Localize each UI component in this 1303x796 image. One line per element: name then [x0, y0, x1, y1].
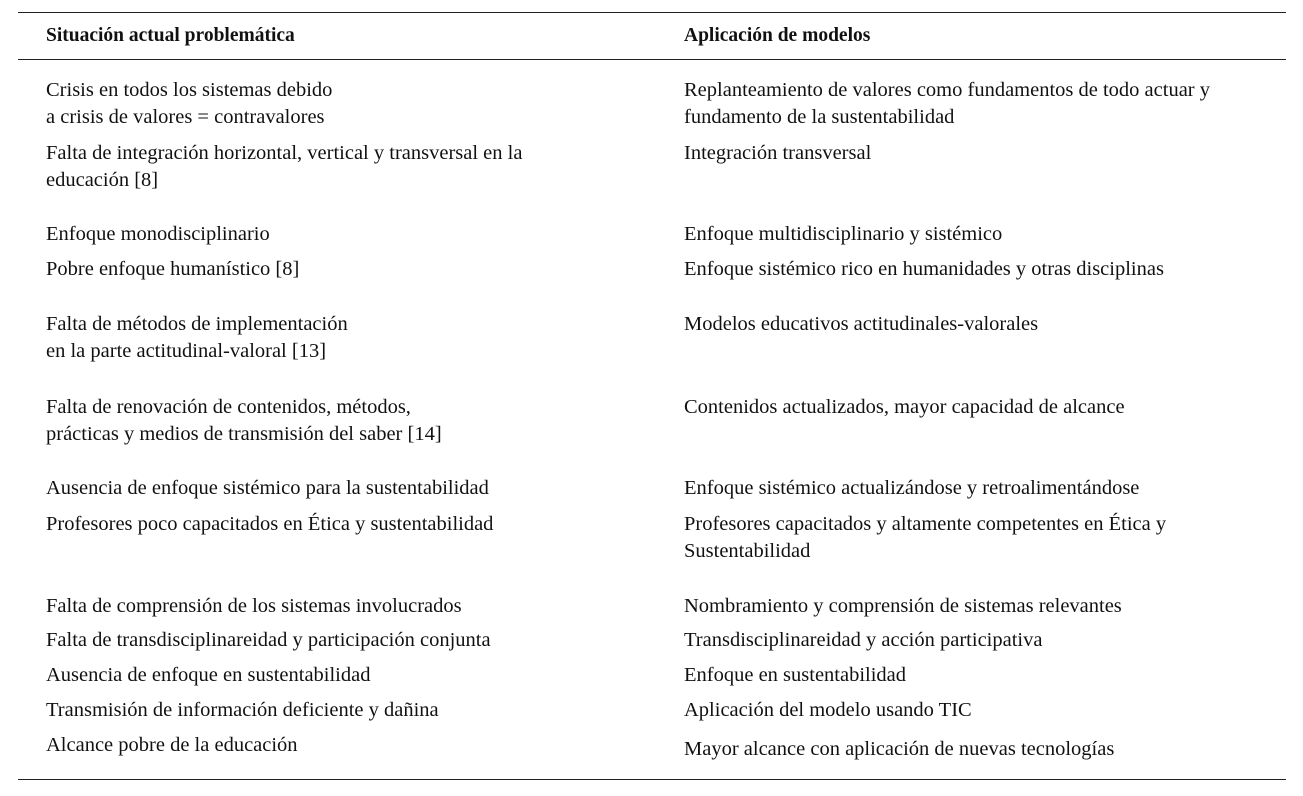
model-cell: Profesores capacitados y altamente competentes en Ética y Sustentabilidad	[684, 513, 1167, 562]
problem-cell: Crisis en todos los sistemas debido a crisis de valores = contravalores	[46, 79, 333, 128]
model-cell: Aplicación del modelo usando TIC	[684, 699, 972, 721]
problem-cell: Falta de métodos de implementación en la parte actitudinal-valoral [13]	[46, 313, 348, 362]
problem-cell: Falta de renovación de contenidos, métodos, prácticas y medios de transmisión del saber [14]	[46, 396, 442, 445]
model-cell: Enfoque multidisciplinario y sistémico	[684, 223, 1003, 245]
model-cell: Modelos educativos actitudinales-valorales	[684, 313, 1039, 335]
problem-cell: Ausencia de enfoque en sustentabilidad	[46, 664, 371, 686]
model-cell: Enfoque en sustentabilidad	[684, 664, 907, 686]
problem-cell: Pobre enfoque humanístico [8]	[46, 258, 300, 280]
problem-cell: Profesores poco capacitados en Ética y sustentabilidad	[46, 513, 494, 535]
model-cell: Enfoque sistémico rico en humanidades y otras disciplinas	[684, 258, 1164, 280]
model-cell: Transdisciplinareidad y acción participativa	[684, 629, 1043, 651]
problem-cell: Transmisión de información deficiente y dañina	[46, 699, 439, 721]
table-bottom-rule	[18, 779, 1286, 780]
table-header-rule	[18, 59, 1286, 60]
problem-cell: Ausencia de enfoque sistémico para la sustentabilidad	[46, 477, 489, 499]
model-cell: Contenidos actualizados, mayor capacidad de alcance	[684, 396, 1125, 418]
problem-cell: Alcance pobre de la educación	[46, 734, 298, 756]
column-header-problem: Situación actual problemática	[46, 25, 295, 46]
problem-cell: Falta de integración horizontal, vertical y transversal en la educación [8]	[46, 142, 523, 191]
problem-cell: Falta de transdisciplinareidad y participación conjunta	[46, 629, 491, 651]
column-header-models: Aplicación de modelos	[684, 25, 871, 46]
model-cell: Integración transversal	[684, 142, 872, 164]
model-cell: Enfoque sistémico actualizándose y retroalimentándose	[684, 477, 1140, 499]
problem-cell: Enfoque monodisciplinario	[46, 223, 270, 245]
problem-cell: Falta de comprensión de los sistemas involucrados	[46, 595, 462, 617]
model-cell: Mayor alcance con aplicación de nuevas tecnologías	[684, 738, 1115, 760]
table-top-rule	[18, 12, 1286, 13]
model-cell: Nombramiento y comprensión de sistemas relevantes	[684, 595, 1122, 617]
model-cell: Replanteamiento de valores como fundamentos de todo actuar y fundamento de la sustentabilidad	[684, 79, 1210, 128]
